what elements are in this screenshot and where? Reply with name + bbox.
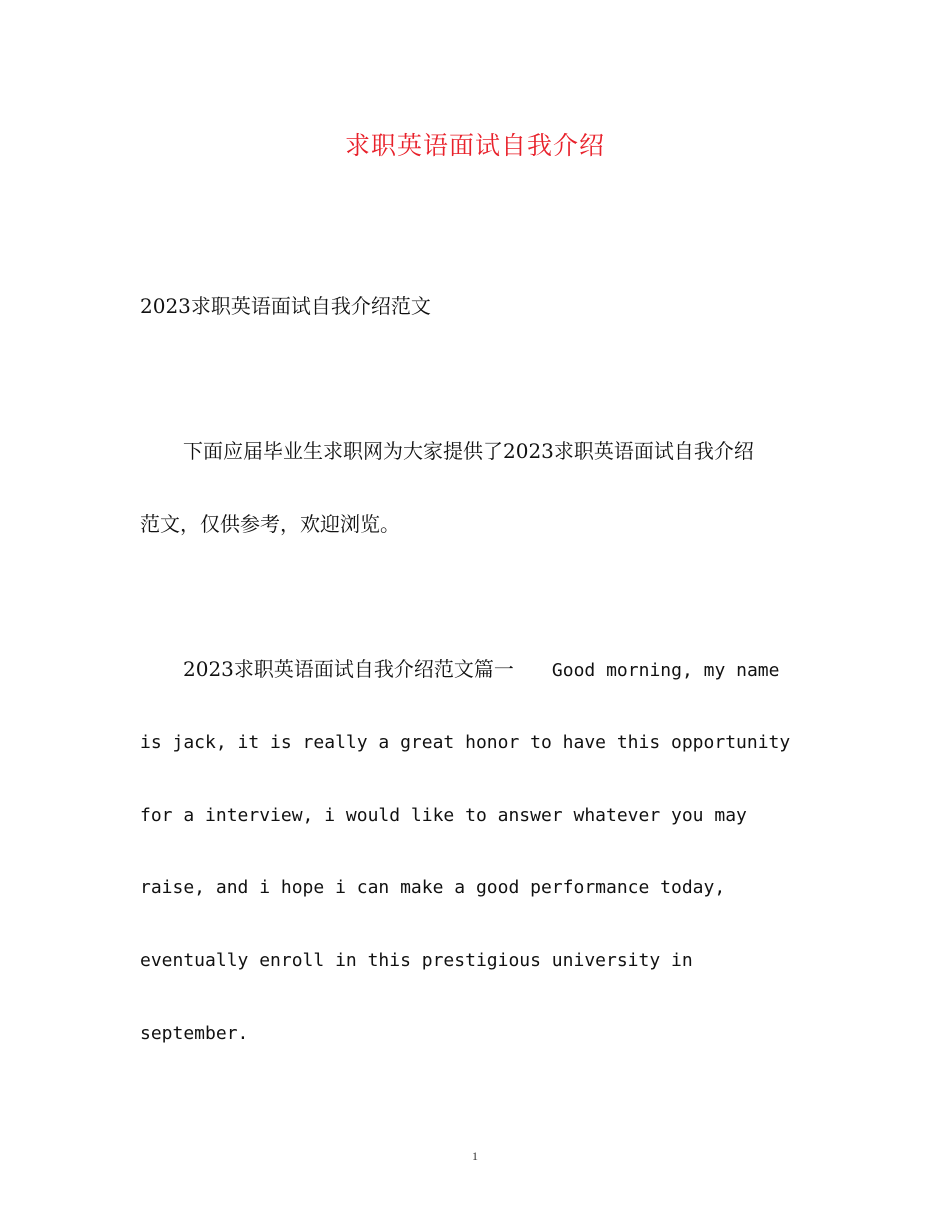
document-title: 求职英语面试自我介绍 (344, 131, 605, 160)
essay-heading: 2023求职英语面试自我介绍范文篇一 (183, 657, 514, 681)
essay-opening-text: Good morning, my name (551, 660, 780, 681)
essay-line-5: eventually enroll in this prestigious university in (140, 950, 693, 971)
intro-line-1: 下面应届毕业生求职网为大家提供了2023求职英语面试自我介绍 (183, 439, 754, 463)
essay-line-2: is jack, it is really a great honor to have this opportunity (140, 732, 791, 753)
essay-first-line (183, 653, 779, 687)
intro-line-2: 范文，仅供参考，欢迎浏览。 (140, 512, 400, 536)
essay-line-3: for a interview, i would like to answer whatever you may (140, 805, 747, 826)
document-subtitle: 2023求职英语面试自我介绍范文 (140, 294, 431, 318)
page-number: 1 (472, 1149, 478, 1163)
essay-line-4: raise, and i hope i can make a good performance today, (140, 877, 726, 898)
essay-line-6: september. (140, 1023, 249, 1044)
